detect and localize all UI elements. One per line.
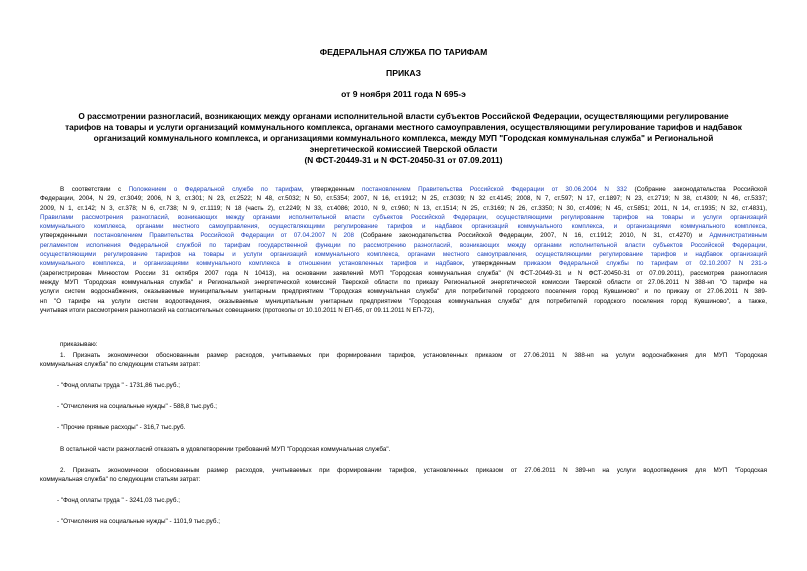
section-2-paragraph — [40, 466, 767, 485]
text-line — [40, 250, 767, 259]
document-subject — [40, 111, 767, 166]
section-1-remainder: В остальной части разногласий отказать в удовлетворении требований МУП "Городская коммунальная служба". — [60, 446, 391, 453]
text-line: 2. Признать экономически обоснованным размер расходов, учитываемых при формировании тарифов, установленных приказом от 27.06.2011 N 389-нп на услуги водоотведения для МУП "Городская — [60, 467, 767, 474]
cost-item: - "Отчисления на социальные нужды" - 588,8 тыс.руб.; — [57, 403, 217, 410]
text-line: В соответствии с Положением о Федеральной службе по тарифам, утвержденным постановлением Правительства Российской Федерации от 30.06.2004 N 332 (Собрание законодательства Российской — [60, 186, 767, 193]
subject-line: (N ФСТ-20449-31 и N ФСТ-20450-31 от 07.09.2011) — [304, 155, 503, 165]
order-word: приказываю: — [60, 341, 98, 348]
subject-line: О рассмотрении разногласий, возникающих между органами исполнительной власти субъектов Российской Федерации, осуществляющими регулирование — [78, 111, 729, 121]
link-fst-regulation[interactable]: Положением о Федеральной службе по тарифам — [128, 186, 302, 193]
text-line: утвержденными постановлением Правительства Российской Федерации от 07.04.2007 N 208 (Собрание законодательства Российской Федерации, 2007, N 16, ст.1912; 2010, N 31, ст.4270) и Административным — [40, 232, 767, 240]
agency-title: ФЕДЕРАЛЬНАЯ СЛУЖБА ПО ТАРИФАМ — [319, 47, 488, 57]
cost-item: - "Прочие прямые расходы" - 316,7 тыс.руб. — [57, 424, 186, 431]
text-line: услуги систем водоснабжения, оказываемые муниципальным унитарным предприятием "Городская коммунальная служба" для потребителей городского поселения город Кувшиново" и по приказу от 27.06.2011 N 389- — [40, 288, 767, 296]
cost-item: - "Отчисления на социальные нужды" - 1101,9 тыс.руб.; — [57, 518, 220, 525]
link-administrative-regulation[interactable]: осуществляющими регулирование тарифов на товары и услуги организаций коммунального комплекса, органами местного самоуправления, осуществляющими регулирование тарифов и надбавок организаций — [40, 251, 767, 259]
text-line — [40, 213, 767, 222]
text-line — [40, 241, 767, 250]
text-line: коммунальная служба" по следующим статьям затрат: — [40, 361, 201, 369]
link-government-decree-208[interactable]: постановлением Правительства Российской Федерации от 07.04.2007 N 208 — [93, 232, 354, 240]
document-date-number: от 9 ноября 2011 года N 695-э — [341, 89, 466, 99]
text-line: коммунального комплекса, и организациями коммунального комплекса в отношении установленных тарифов и надбавок, утвержденным приказом Федеральной службы по тарифам от 02.10.2007 N 231-э — [40, 260, 767, 268]
cost-item: - "Фонд оплаты труда " - 3241,03 тыс.руб.; — [57, 497, 180, 504]
link-administrative-regulation[interactable]: Административным — [709, 232, 767, 240]
text-line: между МУП "Городская коммунальная служба" и Региональной энергетической комиссией Тверской области по приказу Региональной энергетической комиссии Тверской области от 27.06.2011 N 388-нп "О тарифе на — [40, 278, 767, 286]
link-administrative-regulation[interactable]: регламентом исполнения Федеральной службой по тарифам государственной функции по рассмотрению разногласий, возникающих между органами исполнительной власти субъектов Российской Федерации, — [40, 241, 767, 249]
text-line: учитывая итоги рассмотрения разногласий на согласительных совещаниях (протоколы от 10.10.2011 N ЕП-65, от 09.11.2011 N ЕП-72), — [40, 306, 435, 314]
link-disagreement-rules[interactable]: коммунального комплекса, органами местного самоуправления, осуществляющими регулирование тарифов и надбавок организаций коммунального комплекса, и организациями коммунального комплекса, — [40, 223, 767, 231]
subject-line: тарифов на товары и услуги организаций коммунального комплекса, органами местного самоуправления, осуществляющими регулирование тарифов и надбавок — [65, 122, 742, 132]
preamble-paragraph — [40, 185, 767, 315]
link-disagreement-rules[interactable]: Правилами рассмотрения разногласий, возникающих между органами исполнительной власти субъектов Российской Федерации, осуществляющими регулирование тарифов на товары и услуги организаций — [40, 213, 767, 221]
section-1-paragraph — [40, 351, 767, 370]
cost-item: - "Фонд оплаты труда " - 1731,86 тыс.руб.; — [57, 382, 180, 389]
link-administrative-regulation[interactable]: коммунального комплекса, и организациями коммунального комплекса в отношении установленных тарифов и надбавок — [40, 260, 463, 268]
text-line: 2009, N 1, ст.142; N 3, ст.378; N 6, ст.738; N 9, ст.1119; N 18 (часть 2), ст.2249; N 33, ст.4086; 2010, N 9, ст.960; N 13, ст.1514; N 25, ст.3169; N 26, ст.3350; N 30, ст.4096; N 45, ст.5851; 2011, N 14, ст.1935; N 32, ст.4831), — [40, 204, 767, 212]
text-line: Федерации, 2004, N 29, ст.3049; 2006, N 3, ст.301; N 23, ст.2522; N 48, ст.5032; N 50, ст.5354; 2007, N 16, ст.1912; N 25, ст.3039; N 32 ст.4145; 2008, N 7, ст.597; N 17, ст.1897; N 23, ст.2719; N 38, ст.4309; N 46, ст.5337; — [40, 195, 767, 203]
text-line: коммунальная служба" по следующим статьям затрат: — [40, 476, 201, 484]
subject-line: энергетической комиссией Тверской области — [309, 144, 498, 154]
text-line: нп "О тарифе на услуги систем водоотведения, оказываемые муниципальным унитарным предприятием "Городская коммунальная служба" для потребителей городского поселения город Кувшиново", а также, — [40, 297, 767, 305]
text-line — [40, 222, 767, 231]
link-fst-order-231[interactable]: приказом Федеральной службы по тарифам от 02.10.2007 N 231-э — [523, 260, 767, 268]
document-type: ПРИКАЗ — [386, 68, 421, 78]
text-line: 1. Признать экономически обоснованным размер расходов, учитываемых при формировании тарифов, установленных приказом от 27.06.2011 N 388-нп на услуги водоснабжения для МУП "Городская — [60, 352, 767, 359]
text-line: (зарегистрирован Минюстом России 31 октября 2007 года N 10413), на основании заявлений МУП "Городская коммунальная служба" (N ФСТ-20449-31 и N ФСТ-20450-31 от 07.09.2011), рассмотрев разногласия — [40, 269, 767, 277]
link-government-decree-332[interactable]: постановлением Правительства Российской Федерации от 30.06.2004 N 332 — [362, 186, 628, 193]
subject-line: организаций коммунального комплекса, и организациями коммунального комплекса, между МУП "Городская коммунальная служба" и Региональной — [93, 133, 714, 143]
